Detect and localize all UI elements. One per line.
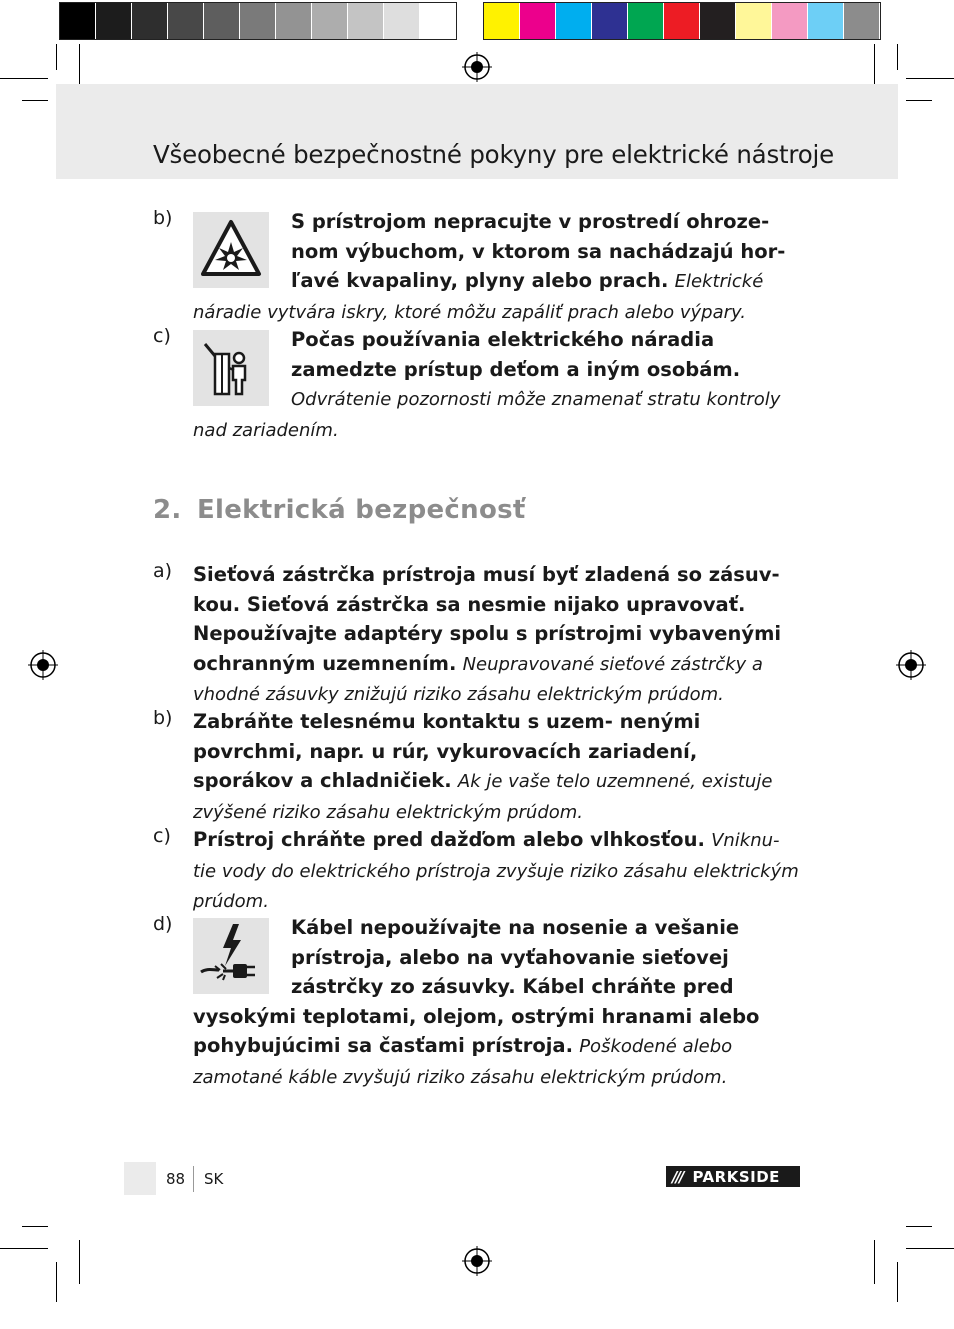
language-code: SK	[204, 1170, 224, 1188]
section-heading	[153, 495, 526, 525]
color-swatch	[60, 3, 96, 39]
footer-box	[124, 1162, 156, 1195]
registration-mark-icon	[462, 1246, 492, 1276]
item-italic-text: Poškodené alebo zamotané káble zvyšujú riziko zásahu elektrickým prúdom.	[193, 1036, 733, 1088]
item-text	[193, 207, 803, 327]
color-swatch	[700, 3, 736, 39]
color-swatch	[628, 3, 664, 39]
color-bar-grayscale	[59, 2, 457, 40]
item-label: b)	[153, 207, 173, 229]
keep-children-away-icon	[193, 330, 269, 406]
crop-mark	[906, 100, 932, 101]
page-title: Všeobecné bezpečnostné pokyny pre elektrické nástroje	[153, 140, 835, 169]
damaged-cable-icon	[193, 918, 269, 994]
color-swatch	[592, 3, 628, 39]
instruction-item	[153, 207, 803, 327]
color-swatch	[556, 3, 592, 39]
item-italic-text: Neupravované sieťové zástrčky a vhodné zásuvky znižujú riziko zásahu elektrickým prúdom.	[193, 653, 763, 705]
item-label: c)	[153, 325, 171, 347]
color-swatch	[420, 3, 456, 39]
color-swatch	[664, 3, 700, 39]
crop-mark	[874, 1240, 875, 1284]
color-swatch	[384, 3, 420, 39]
item-bold-text: Prístroj chráňte pred dažďom alebo vlhkosťou.	[193, 828, 705, 851]
registration-mark-icon	[28, 650, 58, 680]
color-swatch	[772, 3, 808, 39]
item-bold-text: S prístrojom nepracujte v prostredí ohroze- nom výbuchom, v ktorom sa nachádzajú hor- ľavé kvapaliny, plyny alebo prach.	[291, 210, 786, 292]
item-bold-text: Kábel nepoužívajte na nosenie a vešanie prístroja, alebo na vyťahovanie sieťovej zástrčky zo zásuvky. Kábel chráňte pred vysokými teplotami, olejom, ostrými hranami alebo pohybujúcimi sa časťami prístroja.	[193, 916, 760, 1057]
item-text	[193, 560, 803, 710]
footer-divider	[193, 1166, 194, 1192]
color-swatch	[276, 3, 312, 39]
item-text	[193, 913, 803, 1092]
color-swatch	[204, 3, 240, 39]
explosion-warning-icon	[193, 212, 269, 288]
crop-mark	[897, 44, 898, 70]
crop-mark	[906, 1248, 954, 1249]
registration-mark-icon	[896, 650, 926, 680]
crop-mark	[56, 1262, 57, 1302]
section-number: 2.	[153, 495, 182, 525]
color-swatch	[132, 3, 168, 39]
crop-mark	[874, 44, 875, 88]
item-bold-text: Sieťová zástrčka prístroja musí byť zladená so zásuv- kou. Sieťová zástrčka sa nesmie nijako upravovať. Nepoužívajte adaptéry spolu s prístrojmi vybavenými ochranným uzemnením.	[193, 563, 782, 675]
color-swatch	[736, 3, 772, 39]
color-swatch	[348, 3, 384, 39]
crop-mark	[22, 1226, 48, 1227]
color-swatch	[844, 3, 880, 39]
item-italic-text: Odvrátenie pozornosti môže znamenať stratu kontroly nad zariadením.	[193, 389, 781, 441]
color-swatch	[520, 3, 556, 39]
page-number: 88	[166, 1170, 186, 1188]
item-label: a)	[153, 560, 173, 582]
item-italic-text: Ak je vaše telo uzemnené, existuje zvýšené riziko zásahu elektrickým prúdom.	[193, 771, 773, 823]
parkside-logo	[666, 1166, 800, 1187]
instruction-item	[153, 325, 803, 445]
item-italic-text: Elektrické náradie vytvára iskry, ktoré môžu zapáliť prach alebo výpary.	[193, 271, 764, 323]
registration-mark-icon	[462, 52, 492, 82]
color-swatch	[96, 3, 132, 39]
crop-mark	[897, 1262, 898, 1302]
item-bold-text: Zabráňte telesnému kontaktu s uzem- nenými povrchmi, napr. u rúr, vykurovacích zariadení, sporákov a chladničiek.	[193, 710, 701, 792]
item-bold-text: Počas používania elektrického náradia zamedzte prístup deťom a iným osobám.	[291, 328, 741, 381]
crop-mark	[0, 1248, 48, 1249]
color-swatch	[484, 3, 520, 39]
color-swatch	[312, 3, 348, 39]
crop-mark	[0, 78, 48, 79]
item-text	[193, 325, 803, 445]
item-text	[193, 825, 803, 917]
crop-mark	[79, 44, 80, 88]
item-label: c)	[153, 825, 171, 847]
item-text	[193, 707, 803, 827]
item-label: d)	[153, 913, 173, 935]
crop-mark	[906, 78, 954, 79]
logo-brand: PARKSIDE	[692, 1167, 780, 1186]
color-swatch	[808, 3, 844, 39]
crop-mark	[79, 1240, 80, 1284]
color-bar-process	[483, 2, 881, 40]
color-swatch	[168, 3, 204, 39]
logo-stripes: ///	[672, 1167, 683, 1186]
item-italic-text: Vniknu- tie vody do elektrického prístroja zvyšuje riziko zásahu elektrickým prúdom.	[193, 830, 799, 912]
crop-mark	[906, 1226, 932, 1227]
item-label: b)	[153, 707, 173, 729]
crop-mark	[22, 100, 48, 101]
color-swatch	[240, 3, 276, 39]
crop-mark	[56, 44, 57, 70]
section-title: Elektrická bezpečnosť	[196, 495, 526, 525]
